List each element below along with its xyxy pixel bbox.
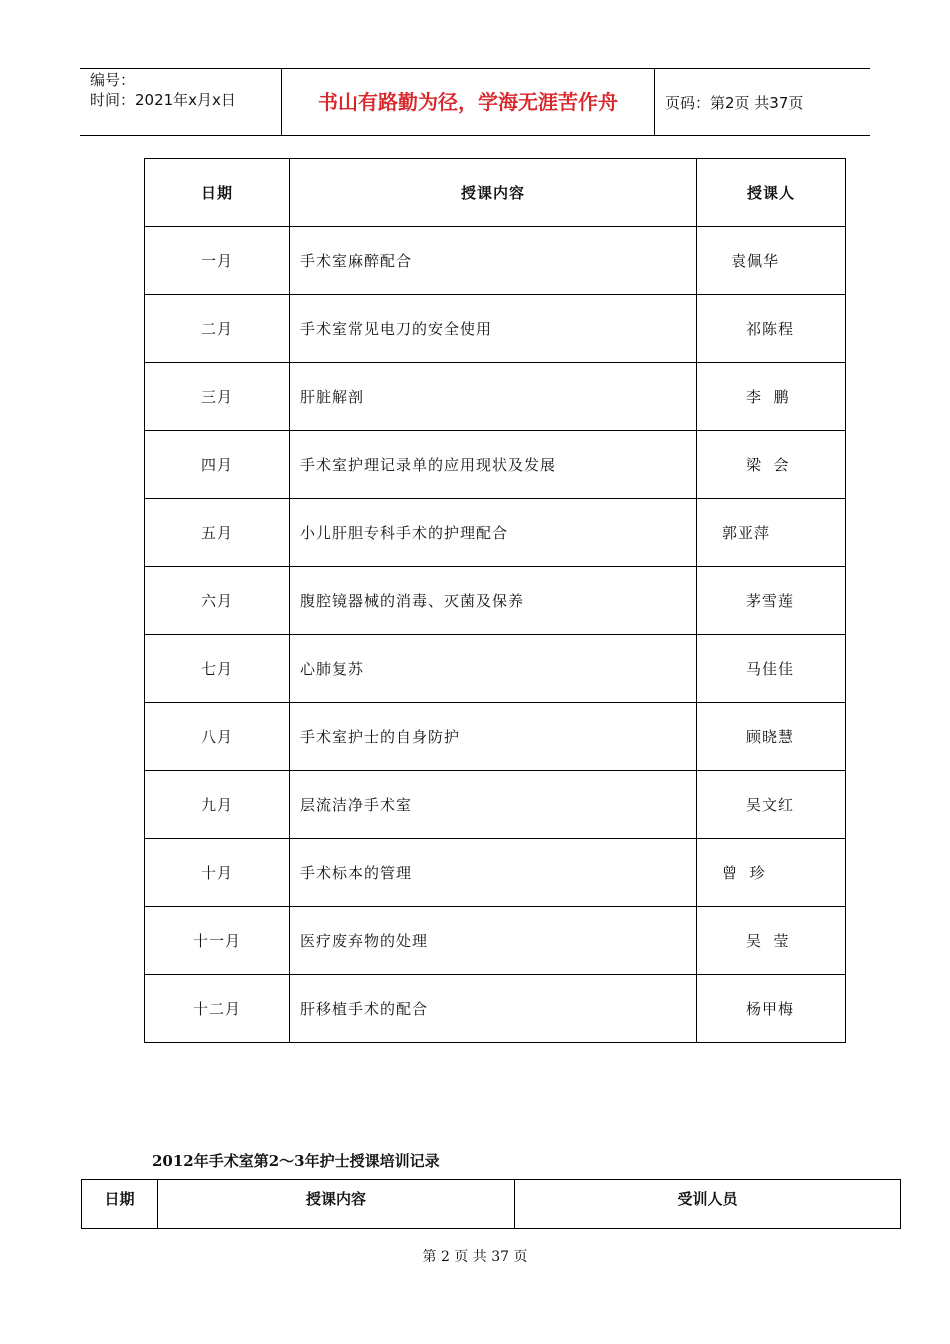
cell-topic: 腹腔镜器械的消毒、灭菌及保养 <box>290 567 697 635</box>
column-header-topic: 授课内容 <box>158 1180 515 1229</box>
page-footer: 第 2 页 共 37 页 <box>422 1249 528 1265</box>
column-header-teacher: 授课人 <box>697 159 846 227</box>
cell-date: 一月 <box>145 227 290 295</box>
cell-teacher: 吴文红 <box>697 771 846 839</box>
cell-topic: 肝脏解剖 <box>290 363 697 431</box>
cell-date: 七月 <box>145 635 290 703</box>
cell-teacher: 茅雪莲 <box>697 567 846 635</box>
column-header-date: 日期 <box>145 159 290 227</box>
training-table <box>81 1179 901 1229</box>
table-row <box>145 907 846 975</box>
cell-topic: 心肺复苏 <box>290 635 697 703</box>
header-motto: 书山有路勤为径，学海无涯苦作舟 <box>318 90 618 114</box>
cell-topic: 手术室护理记录单的应用现状及发展 <box>290 431 697 499</box>
header-meta <box>90 70 236 110</box>
schedule-table <box>144 158 846 1043</box>
cell-topic: 手术室护士的自身防护 <box>290 703 697 771</box>
header-divider-right <box>654 68 655 136</box>
table-row <box>145 703 846 771</box>
cell-teacher: 马佳佳 <box>697 635 846 703</box>
cell-teacher: 郭亚萍 <box>697 499 846 567</box>
schedule-header-row <box>145 159 846 227</box>
column-header-date: 日期 <box>82 1180 158 1229</box>
table-row <box>145 839 846 907</box>
cell-date: 三月 <box>145 363 290 431</box>
document-number-label: 编号： <box>90 71 136 89</box>
cell-topic: 肝移植手术的配合 <box>290 975 697 1043</box>
cell-date: 十月 <box>145 839 290 907</box>
table-row <box>145 635 846 703</box>
cell-date: 六月 <box>145 567 290 635</box>
training-header-row <box>82 1180 901 1229</box>
cell-date: 二月 <box>145 295 290 363</box>
cell-teacher: 梁 会 <box>697 431 846 499</box>
column-header-trainees: 受训人员 <box>515 1180 901 1229</box>
cell-date: 十二月 <box>145 975 290 1043</box>
table-row <box>145 567 846 635</box>
table-row <box>145 771 846 839</box>
table-row <box>145 499 846 567</box>
cell-teacher: 袁佩华 <box>697 227 846 295</box>
table-row <box>145 227 846 295</box>
cell-teacher: 祁陈程 <box>697 295 846 363</box>
cell-teacher: 顾晓慧 <box>697 703 846 771</box>
table-row <box>145 295 846 363</box>
training-record-title: 2012年手术室第2～3年护士授课培训记录 <box>152 1152 440 1170</box>
cell-teacher: 杨甲梅 <box>697 975 846 1043</box>
cell-date: 十一月 <box>145 907 290 975</box>
header-top-rule <box>80 68 870 69</box>
cell-topic: 小儿肝胆专科手术的护理配合 <box>290 499 697 567</box>
header-page-indicator: 页码：第2页 共37页 <box>665 94 804 112</box>
document-time-label: 时间：2021年x月x日 <box>90 91 236 109</box>
cell-date: 五月 <box>145 499 290 567</box>
cell-teacher: 吴 莹 <box>697 907 846 975</box>
cell-topic: 手术室常见电刀的安全使用 <box>290 295 697 363</box>
header-bottom-rule <box>80 135 870 136</box>
cell-teacher: 曾 珍 <box>697 839 846 907</box>
cell-date: 八月 <box>145 703 290 771</box>
table-row <box>145 363 846 431</box>
cell-date: 九月 <box>145 771 290 839</box>
cell-teacher: 李 鹏 <box>697 363 846 431</box>
cell-topic: 手术标本的管理 <box>290 839 697 907</box>
cell-date: 四月 <box>145 431 290 499</box>
cell-topic: 手术室麻醉配合 <box>290 227 697 295</box>
table-row <box>145 431 846 499</box>
cell-topic: 层流洁净手术室 <box>290 771 697 839</box>
column-header-topic: 授课内容 <box>290 159 697 227</box>
table-row <box>145 975 846 1043</box>
cell-topic: 医疗废弃物的处理 <box>290 907 697 975</box>
